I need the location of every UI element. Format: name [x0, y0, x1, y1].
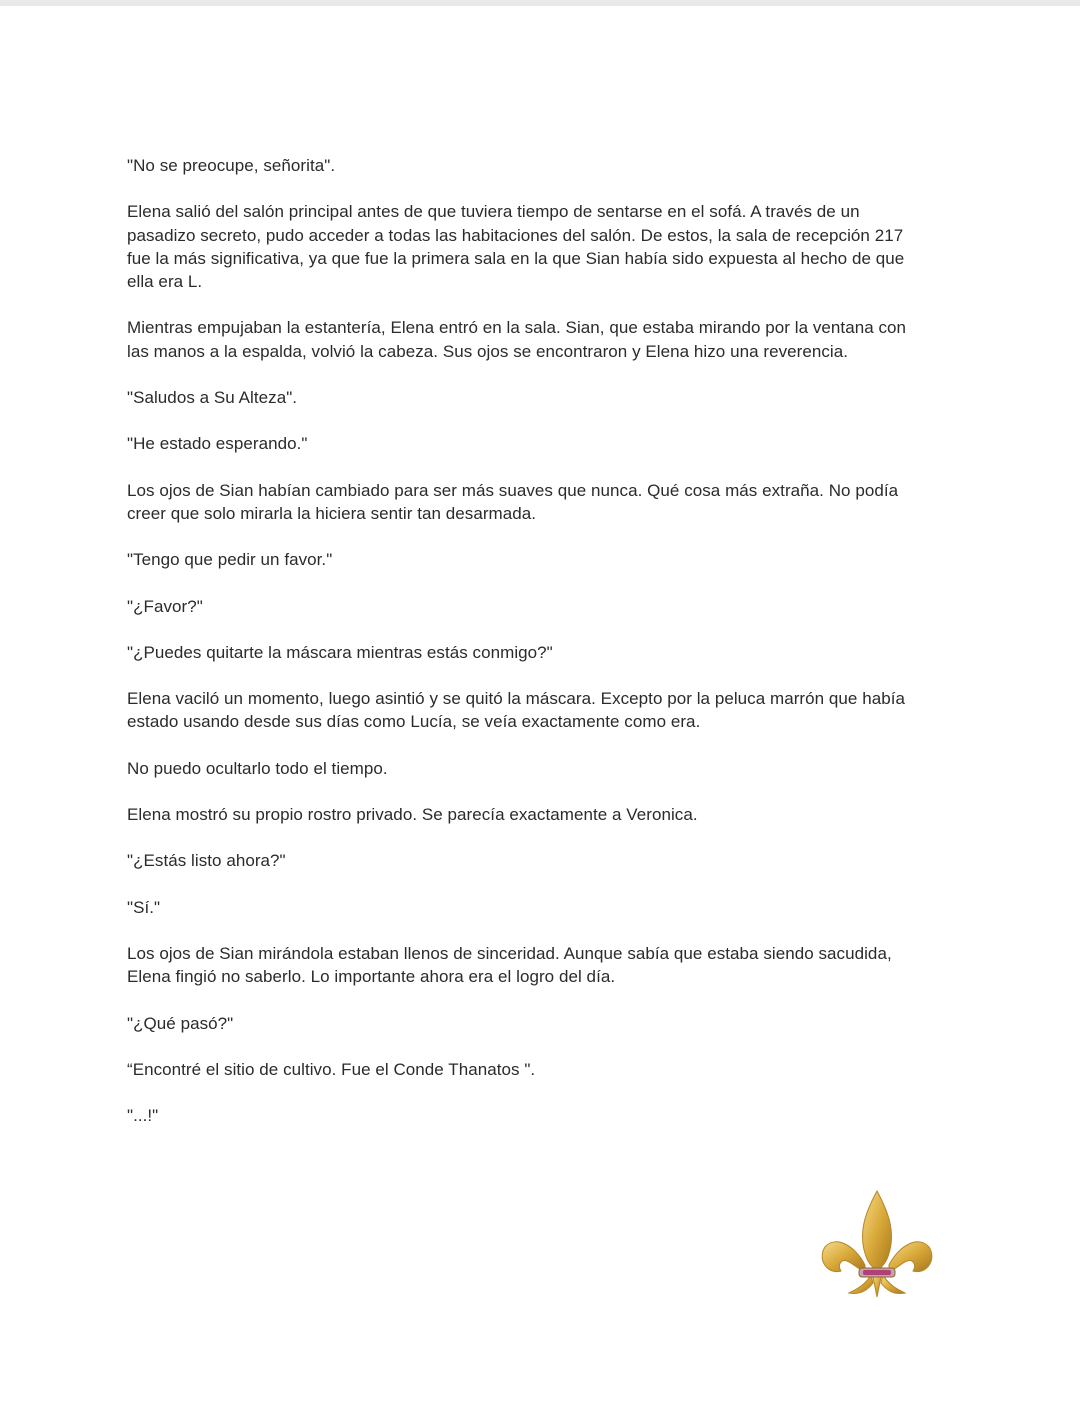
paragraph-13: "¿Estás listo ahora?" — [127, 851, 286, 871]
paragraph-18: "...!" — [127, 1106, 159, 1126]
page-content — [127, 154, 947, 1150]
paragraph-5: "He estado esperando." — [127, 434, 308, 454]
paragraph-16: "¿Qué pasó?" — [127, 1013, 234, 1033]
paragraph-15: Los ojos de Sian mirándola estaban llenos de sinceridad. Aunque sabía que estaba siendo sacudida, Elena fingió no saberlo. Lo importante ahora era el logro del día. — [127, 943, 892, 987]
top-strip — [0, 0, 1080, 6]
fleur-de-lis-icon — [815, 1185, 940, 1330]
paragraph-8: "¿Favor?" — [127, 596, 203, 616]
paragraph-10: Elena vaciló un momento, luego asintió y se quitó la máscara. Excepto por la peluca marrón que había estado usando desde sus días como Lucía, se veía exactamente como era. — [127, 689, 906, 732]
paragraph-14: "Sí." — [127, 897, 161, 917]
paragraph-4: "Saludos a Su Alteza". — [127, 388, 298, 408]
paragraph-7: "Tengo que pedir un favor." — [127, 550, 333, 570]
watermark-logo — [815, 1185, 940, 1330]
paragraph-6: Los ojos de Sian habían cambiado para ser más suaves que nunca. Qué cosa más extraña. No podía creer que solo mirarla la hiciera sentir tan desarmada. — [127, 480, 899, 523]
paragraph-12: Elena mostró su propio rostro privado. Se parecía exactamente a Veronica. — [127, 805, 698, 825]
paragraph-17: “Encontré el sitio de cultivo. Fue el Conde Thanatos ". — [127, 1059, 536, 1079]
paragraph-3: Mientras empujaban la estantería, Elena entró en la sala. Sian, que estaba mirando por la ventana con las manos a la espalda, volvió la cabeza. Sus ojos se encontraron y Elena hizo una reverencia. — [127, 318, 907, 361]
paragraph-1: "No se preocupe, señorita". — [127, 156, 336, 175]
paragraph-2: Elena salió del salón principal antes de que tuviera tiempo de sentarse en el sofá. A través de un pasadizo secreto, pudo acceder a todas las habitaciones del salón. De estos, la sala de recepción 217 fue la más significativa, ya que fue la primera sala en la que Sian había sido expuesta al hecho de que ella era L. — [127, 202, 905, 292]
paragraph-9: "¿Puedes quitarte la máscara mientras estás conmigo?" — [127, 642, 553, 662]
paragraph-11: No puedo ocultarlo todo el tiempo. — [127, 758, 388, 778]
